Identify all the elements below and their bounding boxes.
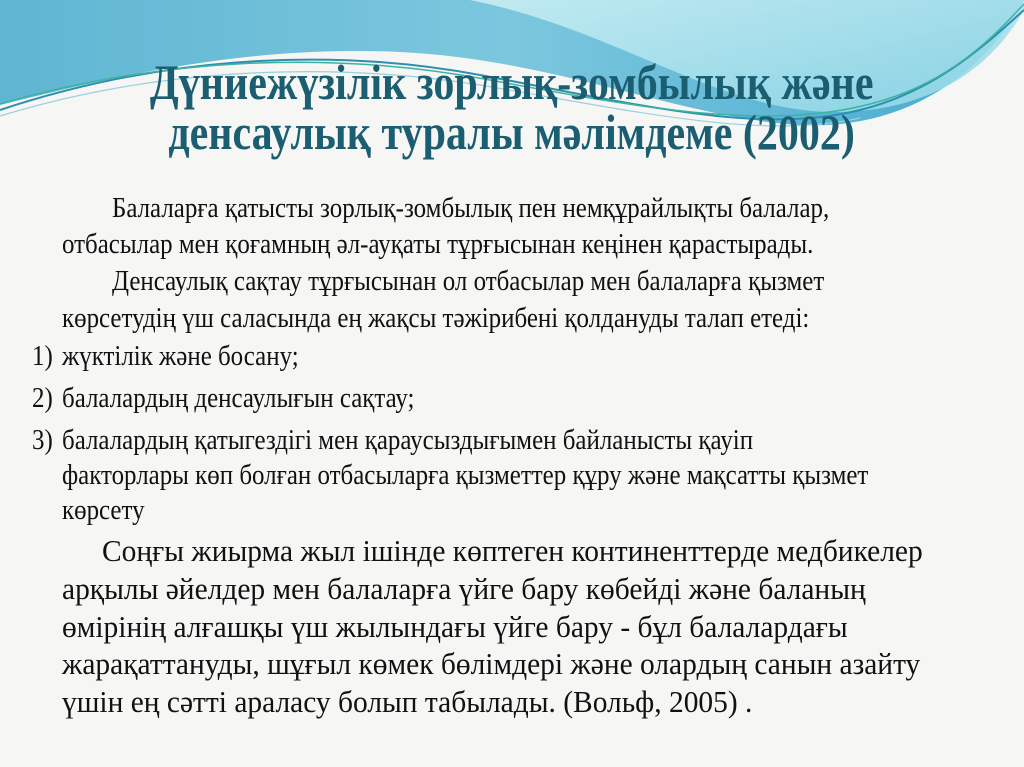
paragraph-3-line: жарақаттануды, шұғыл көмек бөлімдері және олардың санын азайту <box>62 646 921 681</box>
paragraph-1-line: Балаларға қатысты зорлық-зомбылық пен немқұрайлықты балалар, <box>112 192 830 224</box>
paragraph-3-line: үшін ең сәтті араласу болып табылады. (Вольф, 2005) . <box>62 684 753 719</box>
list-item-number: 2) <box>32 382 53 414</box>
list-item-3: балалардың қатыгездігі мен қараусыздығымен байланысты қауіп <box>62 424 754 456</box>
paragraph-3-line: Соңғы жиырма жыл ішінде көптеген континенттерде медбикелер <box>102 533 923 568</box>
title-text: денсаулық туралы мәлімдеме (2002) <box>168 104 856 160</box>
list-item-number: 1) <box>32 340 53 372</box>
list-item-3: көрсету <box>62 494 145 526</box>
list-item-number: 3) <box>32 424 53 456</box>
list-item-2: балалардың денсаулығын сақтау; <box>62 382 415 414</box>
paragraph-3-line: арқылы әйелдер мен балаларға үйге бару көбейді және баланың <box>62 571 866 606</box>
paragraph-2-line: көрсетудің үш саласында ең жақсы тәжірибені қолдануды талап етеді: <box>62 302 810 334</box>
slide-title-line-2 <box>0 104 1024 160</box>
slide-title-line-1 <box>0 54 1024 110</box>
list-item-1: жүктілік және босану; <box>62 340 299 372</box>
list-item-3: факторлары көп болған отбасыларға қызметтер құру және мақсатты қызмет <box>62 459 869 491</box>
paragraph-3-line: өмірінің алғашқы үш жылындағы үйге бару - бұл балалардағы <box>62 609 848 644</box>
paragraph-1-line: отбасылар мен қоғамның әл-ауқаты тұрғысынан кеңінен қарастырады. <box>62 228 814 260</box>
paragraph-2-line: Денсаулық сақтау тұрғысынан ол отбасылар мен балаларға қызмет <box>112 265 825 297</box>
title-text: Дүниежүзілік зорлық-зомбылық және <box>150 54 874 110</box>
